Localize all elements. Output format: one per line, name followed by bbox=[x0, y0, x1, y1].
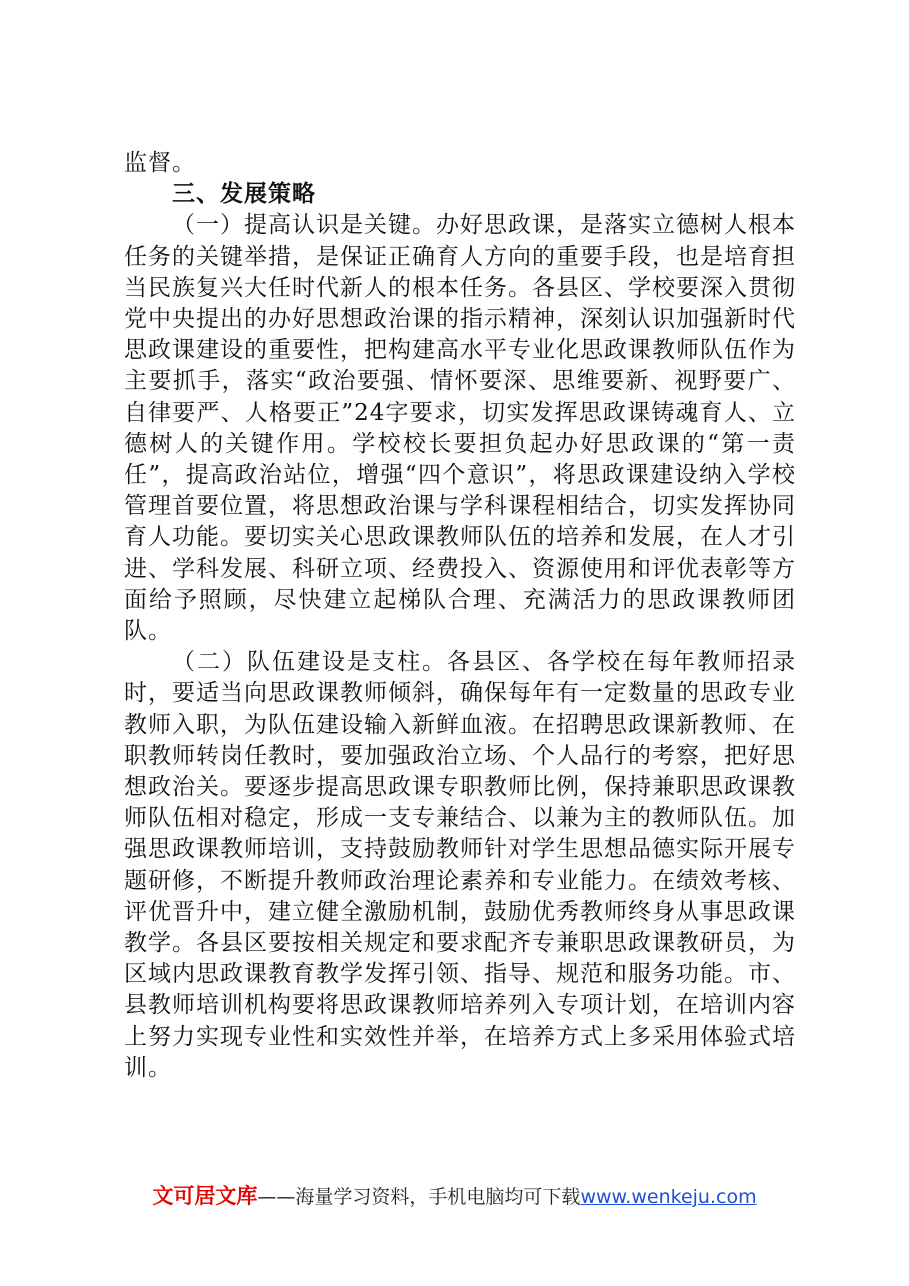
document-body bbox=[124, 148, 796, 1084]
footer-tagline: ——海量学习资料，手机电脑均可下载 bbox=[257, 1186, 581, 1208]
footer-banner bbox=[0, 1180, 909, 1210]
footer-link[interactable]: www.wenkeju.com bbox=[580, 1186, 757, 1208]
paragraph-2-lead: （二）队伍建设是支柱。 bbox=[172, 649, 447, 676]
paragraph-1 bbox=[124, 210, 796, 647]
paragraph-2 bbox=[124, 647, 796, 1084]
paragraph-1-lead: （一）提高认识是关键。 bbox=[172, 212, 436, 239]
footer-brand: 文可居文库 bbox=[152, 1184, 258, 1208]
paragraph-2-text: 各县区、各学校在每年教师招录时，要适当向思政课教师倾斜，确保每年有一定数量的思政专业教师入职，为队伍建设输入新鲜血液。在招聘思政课新教师、在职教师转岗任教时，要加强政治立场、个人品行的考察，把好思想政治关。要逐步提高思政课专职教师比例，保持兼职思政课教师队伍相对稳定，形成一支专兼结合、以兼为主的教师队伍。加强思政课教师培训，支持鼓励教师针对学生思想品德实际开展专题研修，不断提升教师政治理论素养和专业能力。在绩效考核、评优晋升中，建立健全激励机制，鼓励优秀教师终身从事思政课教学。各县区要按相关规定和要求配齐专兼职思政课教研员，为区域内思政课教育教学发挥引领、指导、规范和服务功能。市、县教师培训机构要将思政课教师培养列入专项计划，在培训内容上努力实现专业性和实效性并举，在培养方式上多采用体验式培训。 bbox=[124, 649, 796, 1081]
paragraph-1-text: 办好思政课，是落实立德树人根本任务的关键举措，是保证正确育人方向的重要手段，也是培育担当民族复兴大任时代新人的根本任务。各县区、学校要深入贯彻党中央提出的办好思想政治课的指示精神，深刻认识加强新时代思政课建设的重要性，把构建高水平专业化思政课教师队伍作为主要抓手，落实“政治要强、情怀要深、思维要新、视野要广、自律要严、人格要正”24字要求，切实发挥思政课铸魂育人、立德树人的关键作用。学校校长要担负起办好思政课的“第一责任”，提高政治站位，增强“四个意识”，将思政课建设纳入学校管理首要位置，将思想政治课与学科课程相结合，切实发挥协同育人功能。要切实关心思政课教师队伍的培养和发展，在人才引进、学科发展、科研立项、经费投入、资源使用和评优表彰等方面给予照顾，尽快建立起梯队合理、充满活力的思政课教师团队。 bbox=[124, 212, 796, 645]
paragraph-continuation: 监督。 bbox=[124, 150, 196, 176]
section-heading: 三、发展策略 bbox=[172, 181, 316, 208]
